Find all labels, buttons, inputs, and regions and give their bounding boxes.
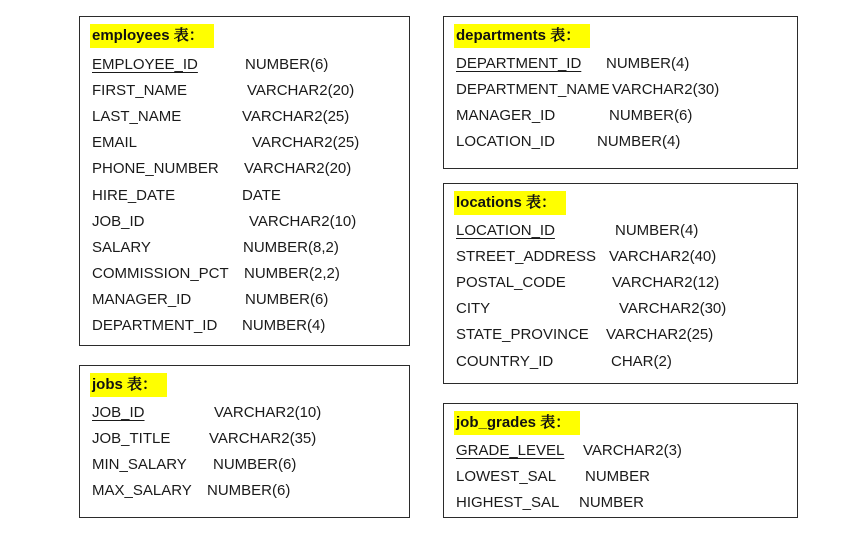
column-type: NUMBER(8,2): [243, 238, 339, 256]
job-grades-table-box: [443, 403, 798, 518]
column-name: LOWEST_SAL: [456, 468, 557, 486]
column-name: HIGHEST_SAL: [456, 494, 560, 512]
primary-key-column-name: DEPARTMENT_ID: [456, 55, 582, 72]
primary-key-column-name: EMPLOYEE_ID: [92, 56, 198, 73]
primary-key-column-name: GRADE_LEVEL: [456, 442, 565, 459]
column-type: VARCHAR2(20): [247, 82, 355, 100]
column-type: VARCHAR2(25): [606, 326, 714, 344]
jobs-table-box: [79, 365, 410, 518]
column-name: MIN_SALARY: [92, 456, 187, 474]
column-type: NUMBER(6): [609, 107, 693, 125]
table-title: departments 表：: [454, 24, 590, 48]
column-name: POSTAL_CODE: [456, 274, 566, 292]
column-type: NUMBER: [585, 468, 651, 486]
column-name: DEPARTMENT_ID: [92, 317, 218, 334]
column-type: NUMBER(4): [597, 133, 681, 151]
column-type: NUMBER(6): [245, 290, 329, 308]
departments-table-box: [443, 16, 798, 169]
column-name: LAST_NAME: [92, 108, 182, 126]
column-type: NUMBER(4): [606, 55, 690, 72]
column-type: CHAR(2): [611, 352, 672, 370]
column-name: LOCATION_ID: [456, 133, 555, 151]
column-name: STATE_PROVINCE: [456, 326, 589, 344]
column-type: VARCHAR2(40): [609, 248, 717, 266]
column-type: DATE: [242, 186, 281, 204]
column-name: SALARY: [92, 238, 151, 256]
column-name: MANAGER_ID: [456, 107, 556, 125]
column-type: VARCHAR2(12): [612, 274, 720, 292]
table-title: locations 表：: [454, 191, 566, 215]
column-type: VARCHAR2(25): [242, 108, 350, 126]
column-type: VARCHAR2(30): [619, 300, 727, 318]
column-name: EMAIL: [92, 134, 138, 152]
column-type: NUMBER: [579, 494, 645, 512]
column-type: NUMBER(6): [207, 482, 291, 500]
column-name: DEPARTMENT_NAME: [456, 81, 610, 99]
column-type: VARCHAR2(3): [583, 442, 682, 459]
column-type: NUMBER(4): [242, 317, 326, 334]
column-name: COUNTRY_ID: [456, 352, 554, 370]
column-name: JOB_TITLE: [92, 430, 171, 448]
table-title: jobs 表：: [90, 373, 167, 397]
column-name: JOB_ID: [92, 212, 145, 230]
column-name: FIRST_NAME: [92, 82, 188, 100]
primary-key-column-name: JOB_ID: [92, 404, 145, 421]
locations-table-box: [443, 183, 798, 384]
column-name: MANAGER_ID: [92, 290, 192, 308]
column-type: NUMBER(6): [245, 56, 329, 73]
column-name: CITY: [456, 300, 491, 318]
column-name: STREET_ADDRESS: [456, 248, 597, 266]
column-type: NUMBER(6): [213, 456, 297, 474]
column-type: VARCHAR2(10): [249, 212, 357, 230]
primary-key-column-name: LOCATION_ID: [456, 222, 555, 239]
column-name: PHONE_NUMBER: [92, 160, 219, 178]
column-type: NUMBER(2,2): [244, 264, 340, 282]
column-type: VARCHAR2(30): [612, 81, 720, 99]
column-type: VARCHAR2(10): [214, 404, 322, 421]
column-type: VARCHAR2(20): [244, 160, 352, 178]
column-name: MAX_SALARY: [92, 482, 192, 500]
table-title: employees 表：: [90, 24, 214, 48]
employees-table-box: [79, 16, 410, 346]
table-title: job_grades 表：: [454, 411, 580, 435]
column-name: COMMISSION_PCT: [92, 264, 229, 282]
column-name: HIRE_DATE: [92, 186, 176, 204]
column-type: VARCHAR2(25): [252, 134, 360, 152]
column-type: NUMBER(4): [615, 222, 699, 239]
column-type: VARCHAR2(35): [209, 430, 317, 448]
